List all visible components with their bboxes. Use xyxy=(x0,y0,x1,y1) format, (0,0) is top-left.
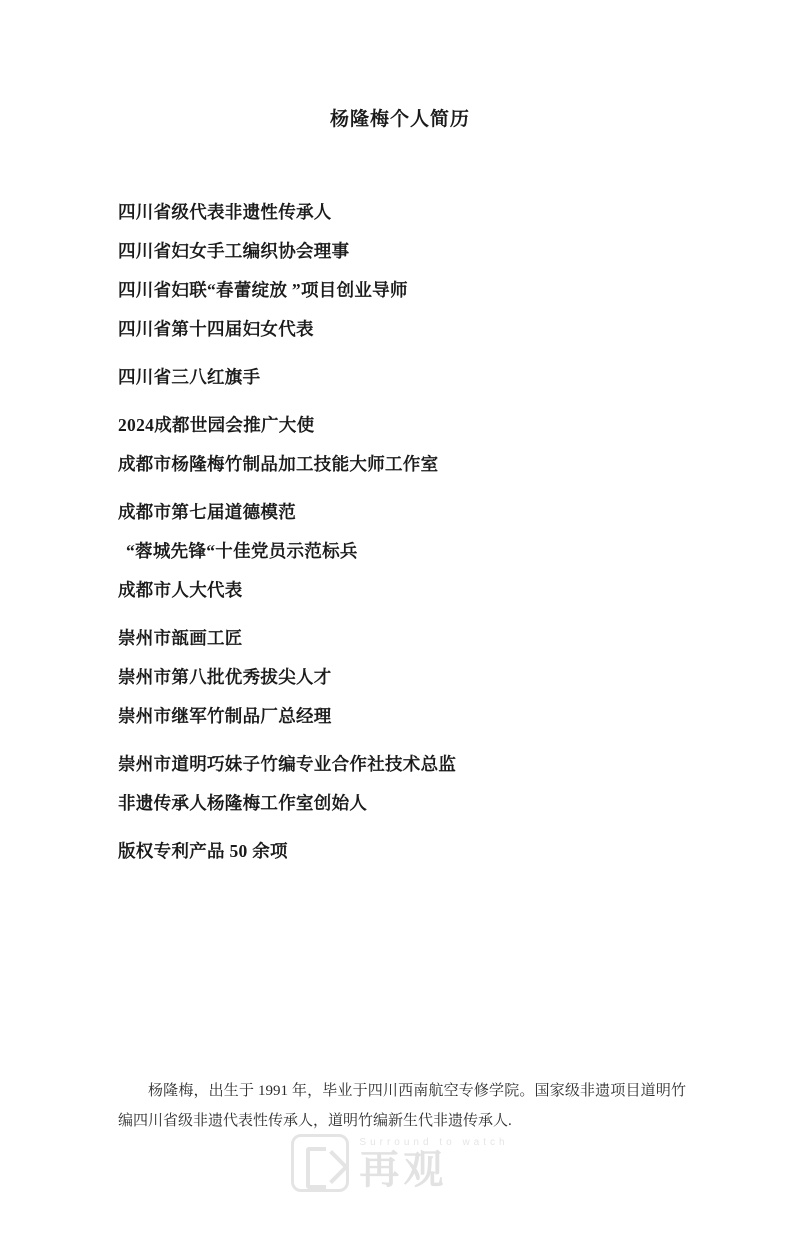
list-item: 四川省第十四届妇女代表 xyxy=(118,319,314,339)
document-page xyxy=(0,104,800,1236)
list-item: 崇州市继军竹制品厂总经理 xyxy=(118,706,332,726)
list-item: “蓉城先锋“十佳党员示范标兵 xyxy=(126,541,358,561)
list-item: 版权专利产品 50 余项 xyxy=(118,841,288,861)
bracket-check-logo-icon xyxy=(291,1134,349,1192)
list-item: 成都市第七届道德模范 xyxy=(118,502,296,522)
credentials-list xyxy=(118,193,800,871)
list-item: 四川省妇女手工编织协会理事 xyxy=(118,241,350,261)
list-item: 四川省妇联“春蕾绽放 ”项目创业导师 xyxy=(118,280,408,300)
list-item: 非遗传承人杨隆梅工作室创始人 xyxy=(118,793,368,813)
page-title: 杨隆梅个人简历 xyxy=(329,109,470,130)
watermark-name: 再观 xyxy=(359,1147,448,1192)
list-item: 成都市人大代表 xyxy=(118,580,243,600)
list-item: 崇州市道明巧妹子竹编专业合作社技术总监 xyxy=(118,754,457,774)
watermark-tagline: Surround to watch xyxy=(359,1136,509,1148)
list-item: 崇州市第八批优秀拔尖人才 xyxy=(118,667,332,687)
list-item: 四川省级代表非遗性传承人 xyxy=(118,202,332,222)
watermark xyxy=(0,1128,800,1198)
biography-paragraph xyxy=(118,1076,686,1136)
list-item: 成都市杨隆梅竹制品加工技能大师工作室 xyxy=(118,454,439,474)
biography-text: 杨隆梅，出生于 1991 年，毕业于四川西南航空专修学院。国家级非遗项目道明竹编四川省级非遗代表性传承人，道明竹编新生代非遗传承人. xyxy=(118,1083,686,1129)
list-item: 2024成都世园会推广大使 xyxy=(118,415,315,435)
list-item: 四川省三八红旗手 xyxy=(118,367,261,387)
list-item: 崇州市瓿画工匠 xyxy=(118,628,243,648)
